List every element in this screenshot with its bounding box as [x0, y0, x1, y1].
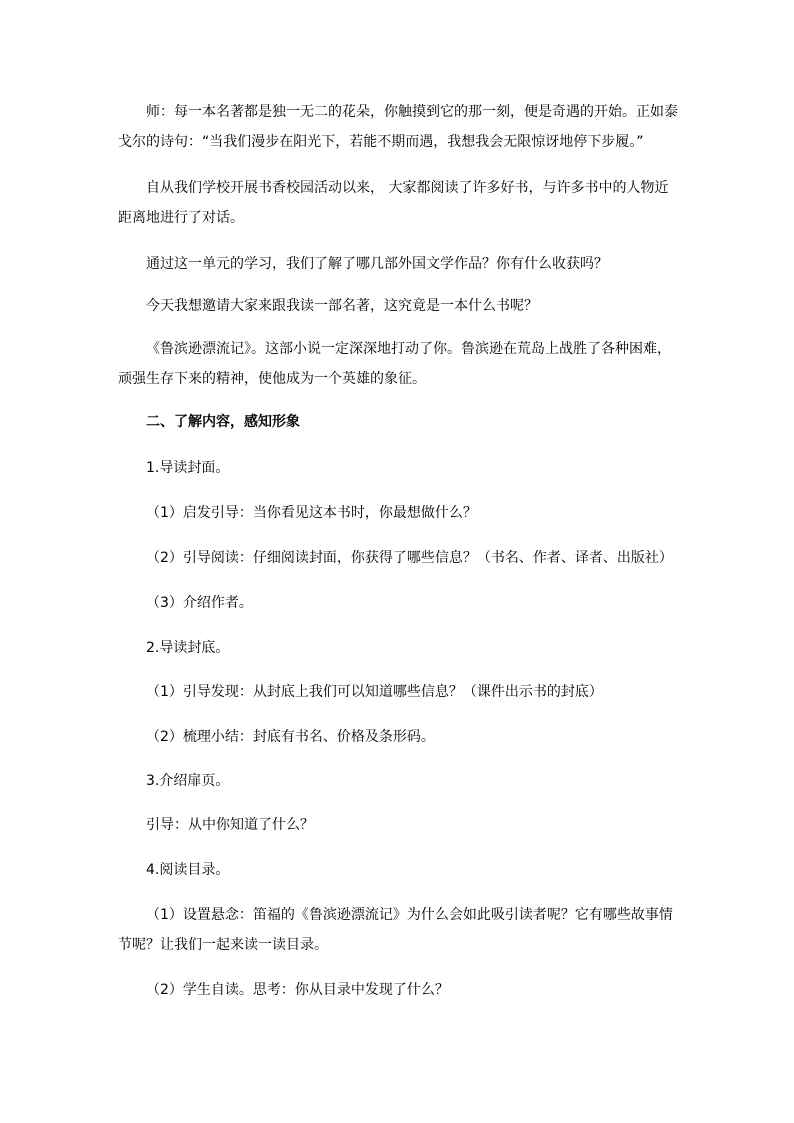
- item-contents-1: （1）设置悬念：笛福的《鲁滨逊漂流记》为什么会如此吸引读者呢？它有哪些故事情节呢？让我们一起来读一读目录。: [118, 907, 673, 953]
- paragraph-reading-campaign: 自从我们学校开展书香校园活动以来， 大家都阅读了许多好书，与许多书中的人物近距离地进行了对话。: [118, 180, 669, 226]
- item-cover-2: （2）引导阅读：仔细阅读封面，你获得了哪些信息？（书名、作者、译者、出版社）: [146, 550, 673, 566]
- paragraph-invitation: 今天我想邀请大家来跟我读一部名著，这究竟是一本什么书呢？: [146, 298, 538, 314]
- item-cover-1: （1）启发引导：当你看见这本书时，你最想做什么？: [146, 505, 477, 521]
- item-back-cover-1: （1）引导发现：从封底上我们可以知道哪些信息？（课件出示书的封底）: [146, 684, 603, 700]
- item-cover: 1.导读封面。: [146, 460, 230, 476]
- item-title-page: 3.介绍扉页。: [146, 773, 230, 789]
- item-contents: 4.阅读目录。: [146, 862, 230, 878]
- paragraph-teacher-intro: 师：每一本名著都是独一无二的花朵，你触摸到它的那一刻，便是奇遇的开始。正如泰戈尔的诗句：“当我们漫步在阳光下，若能不期而遇，我想我会无限惊讶地停下步履。”: [118, 104, 678, 150]
- item-title-page-guide: 引导：从中你知道了什么？: [146, 817, 314, 833]
- paragraph-unit-review: 通过这一单元的学习，我们了解了哪几部外国文学作品？你有什么收获吗？: [146, 256, 608, 272]
- item-back-cover: 2.导读封底。: [146, 640, 230, 656]
- paragraph-robinson-intro: 《鲁滨逊漂流记》。这部小说一定深深地打动了你。鲁滨逊在荒岛上战胜了各种困难，顽强生存下来的精神，使他成为一个英雄的象征。: [118, 341, 671, 387]
- item-cover-3: （3）介绍作者。: [146, 595, 253, 611]
- item-contents-2: （2）学生自读。思考：你从目录中发现了什么？: [146, 982, 449, 998]
- item-back-cover-2: （2）梳理小结：封底有书名、价格及条形码。: [146, 729, 435, 745]
- section-heading: 二、了解内容，感知形象: [146, 414, 300, 430]
